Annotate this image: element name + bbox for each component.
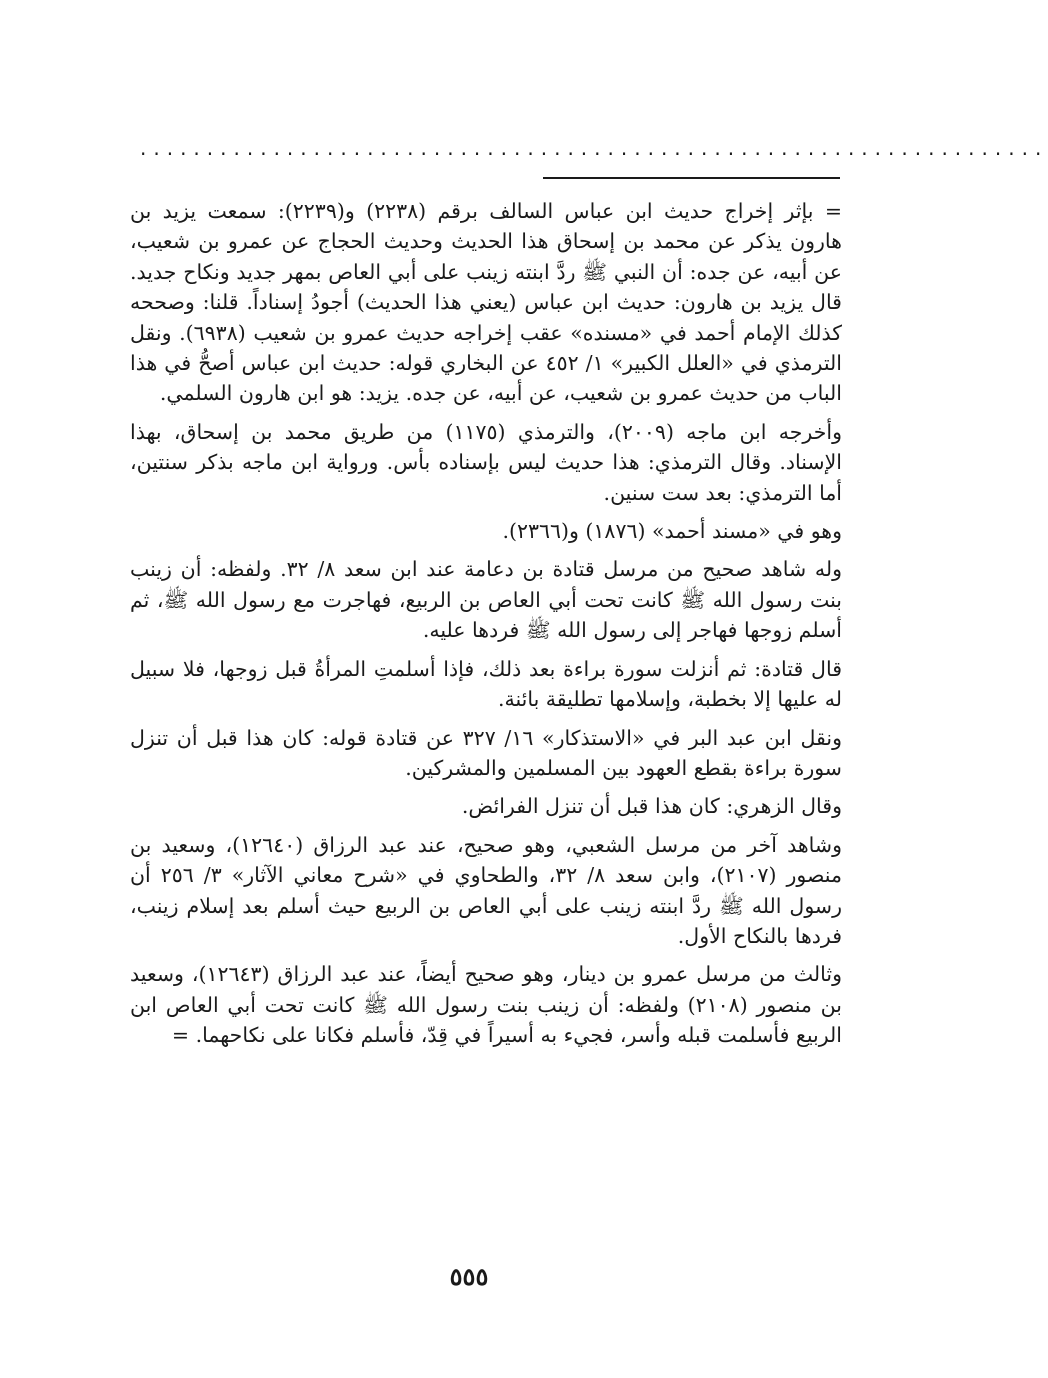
footnote-paragraph: وقال الزهري: كان هذا قبل أن تنزل الفرائض. (461, 794, 842, 819)
page-number: ٥٥٥ (449, 1262, 489, 1291)
footnote-body (130, 196, 842, 1059)
footnote-paragraph: وهو في «مسند أحمد» (١٨٧٦) و(٢٣٦٦). (502, 519, 842, 544)
footnote-paragraph: قال قتادة: ثم أنزلت سورة براءة بعد ذلك، فإذا أسلمتِ المرأةُ قبل زوجها، فلا سبيل له عليها إلا بخطبة، وإسلامها تطليقة بائنة. (130, 656, 842, 712)
footnote-paragraph: وأخرجه ابن ماجه (٢٠٠٩)، والترمذي (١١٧٥) من طريق محمد بن إسحاق، بهذا الإسناد. وقال الترمذي: هذا حديث ليس بإسناده بأس. ورواية ابن ماجه بذكر سنتين، أما الترمذي: بعد ست سنين. (130, 419, 842, 505)
footnote-paragraph: وشاهد آخر من مرسل الشعبي، وهو صحيح، عند عبد الرزاق (١٢٦٤٠)، وسعيد بن منصور (٢١٠٧)، وابن سعد ٨/ ٣٢، والطحاوي في «شرح معاني الآثار» ٣/ ٢٥٦ أن رسول الله ﷺ ردَّ ابنته زينب على أبي العاص بن الربيع حيث أسلم بعد إسلام زينب، فردها بالنكاح الأول. (130, 832, 842, 948)
footnote-separator-rule (543, 177, 840, 179)
footnote-paragraph: ونقل ابن عبد البر في «الاستذكار» ١٦/ ٣٢٧ عن قتادة قوله: كان هذا قبل أن تنزل سورة براءة بقطع العهود بين المسلمين والمشركين. (130, 725, 842, 780)
header-dotted-line: .................................................................... (140, 136, 1048, 160)
footnote-paragraph: وله شاهد صحيح من مرسل قتادة بن دعامة عند ابن سعد ٨/ ٣٢. ولفظه: أن زينب بنت رسول الله ﷺ كانت تحت أبي العاص بن الربيع، فهاجرت مع رسول الله ﷺ، ثم أسلم زوجها فهاجر إلى رسول الله ﷺ فردها عليه. (130, 557, 843, 643)
footnote-paragraph: وثالث من مرسل عمرو بن دينار، وهو صحيح أيضاً، عند عبد الرزاق (١٢٦٤٣)، وسعيد بن منصور (٢١٠٨) ولفظه: أن زينب بنت رسول الله ﷺ كانت تحت أبي العاص ابن الربيع فأسلمت قبله وأسر، فجيء به أسيراً في قِدّ، فأسلم فكانا على نكاحهما. = (130, 962, 843, 1048)
footnote-paragraph: = بإثر إخراج حديث ابن عباس السالف برقم (٢٢٣٨) و(٢٢٣٩): سمعت يزيد بن هارون يذكر عن محمد بن إسحاق هذا الحديث وحديث الحجاج عن عمرو بن شعيب، عن أبيه، عن جده: أن النبي ﷺ ردَّ ابنته زينب على أبي العاص بمهر جديد ونكاح جديد. قال يزيد بن هارون: حديث ابن عباس (يعني هذا الحديث) أجودُ إسناداً. قلنا: وصححه كذلك الإمام أحمد في «مسنده» عقب إخراجه حديث عمرو بن شعيب (٦٩٣٨). ونقل الترمذي في «العلل الكبير» ١/ ٤٥٢ عن البخاري قوله: حديث ابن عباس أصحُّ في هذا الباب من حديث عمرو بن شعيب، عن أبيه، عن جده. يزيد: هو ابن هارون السلمي. (130, 199, 842, 406)
